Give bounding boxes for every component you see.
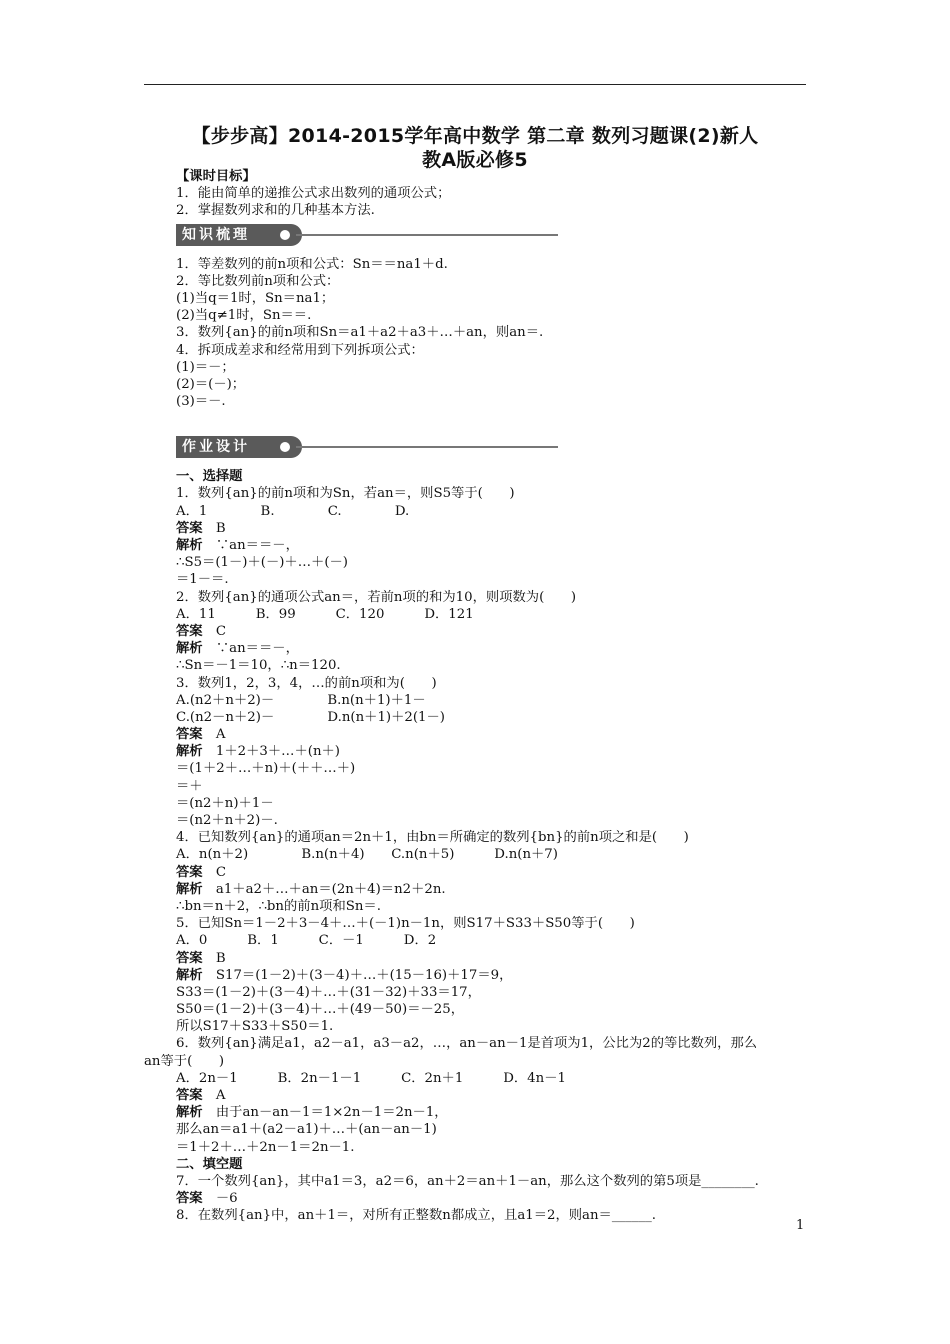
knowledge-line: (3)＝－. <box>176 394 226 410</box>
section-banner-knowledge <box>176 222 816 250</box>
goals-heading: 【课时目标】 <box>176 169 256 184</box>
title-line-2: 教A版必修5 <box>422 149 528 171</box>
document-body <box>144 168 816 1225</box>
line-heading: 解析 <box>176 538 203 553</box>
answer-line <box>176 623 816 640</box>
question-line: 1．数列{an}的前n项和为Sn，若an＝，则S5等于( ) <box>176 486 515 502</box>
line-heading: 解析 <box>176 967 203 983</box>
line-heading: 解析 <box>176 744 203 760</box>
line-heading: 答案 <box>176 520 203 536</box>
question-line: ＝1＋2＋…＋2n－1＝2n－1. <box>176 1139 355 1155</box>
question-line: 那么an＝a1＋(a2－a1)＋…＋(an－an－1) <box>176 1122 437 1138</box>
question-line: ＝1－＝. <box>176 572 229 588</box>
line-heading: 解析 <box>176 1105 203 1121</box>
question-line: 7．一个数列{an}，其中a1＝3，a2＝6，an＋2＝an＋1－an，那么这个数列的第5项是________. <box>176 1173 759 1189</box>
question-line: S33＝(1－2)＋(3－4)＋…＋(31－32)＋33＝17， <box>176 984 481 1000</box>
question-line: 8．在数列{an}中，an＋1＝，对所有正整数n都成立，且a1＝2，则an＝______. <box>176 1208 656 1224</box>
line-text: S17＝(1－2)＋(3－4)＋…＋(15－16)＋17＝9， <box>202 967 513 983</box>
line-text: 由于an－an－1＝1×2n－1＝2n－1， <box>202 1105 448 1121</box>
header-rule <box>144 84 806 85</box>
knowledge-line: (2)＝(－)； <box>176 376 246 392</box>
line-text: C <box>202 623 227 639</box>
analysis-line <box>176 967 816 984</box>
question-line: C.(n2－n＋2)－ D.n(n＋1)＋2(1－) <box>176 709 445 725</box>
knowledge-line: (1)＝－； <box>176 359 235 375</box>
question-line: A．2n－1 B．2n－1－1 C．2n＋1 D．4n－1 <box>176 1070 566 1086</box>
question-line: an等于( ) <box>144 1053 225 1069</box>
line-text: B <box>202 950 226 966</box>
page-number: 1 <box>796 1218 805 1233</box>
analysis-line <box>176 1104 816 1121</box>
line-text: A <box>202 727 226 743</box>
document-title <box>144 124 806 172</box>
question-line: 2．数列{an}的通项公式an＝，若前n项的和为10，则项数为( ) <box>176 589 577 605</box>
question-line: ∴S5＝(1－)＋(－)＋…＋(－) <box>176 555 348 571</box>
line-heading: 答案 <box>176 950 203 966</box>
line-heading: 解析 <box>176 641 203 657</box>
question-line: 4．已知数列{an}的通项an＝2n＋1，由bn＝所确定的数列{bn}的前n项之和是( ) <box>176 830 689 846</box>
analysis-line <box>176 881 816 898</box>
answer-line <box>176 520 816 537</box>
knowledge-line: (1)当q＝1时，Sn＝na1； <box>176 290 335 306</box>
analysis-line <box>176 537 816 554</box>
question-line: ＝(n2＋n＋2)－. <box>176 813 278 828</box>
line-heading: 答案 <box>176 1088 203 1103</box>
knowledge-line: (2)当q≠1时，Sn＝＝. <box>176 308 312 324</box>
knowledge-line: 3．数列{an}的前n项和Sn＝a1＋a2＋a3＋…＋an，则an＝. <box>176 325 544 341</box>
banner-rule <box>296 234 558 236</box>
line-text: 1＋2＋3＋…＋(n＋) <box>202 744 340 760</box>
line-text: B <box>202 520 226 536</box>
knowledge-line: 4．拆项成差求和经常用到下列拆项公式： <box>176 342 424 358</box>
homework-list <box>144 468 816 1224</box>
analysis-line <box>176 640 816 657</box>
question-line: 二、填空题 <box>176 1156 243 1172</box>
line-text: A <box>202 1088 226 1103</box>
answer-line <box>176 864 816 881</box>
line-text: a1＋a2＋…＋an＝(2n＋4)＝n2＋2n. <box>202 881 446 897</box>
question-line: 6．数列{an}满足a1，a2－a1，a3－a2，…，an－an－1是首项为1，公比为2的等比数列，那么 <box>176 1036 758 1052</box>
question-line: S50＝(1－2)＋(3－4)＋…＋(49－50)＝－25， <box>176 1002 465 1018</box>
question-line: ∴bn＝n＋2，∴bn的前n项和Sn＝. <box>176 898 381 914</box>
question-line: A．n(n＋2) B.n(n＋4) C.n(n＋5) D.n(n＋7) <box>176 847 558 863</box>
line-heading: 答案 <box>176 623 203 639</box>
question-line: A．11 B．99 C．120 D．121 <box>176 606 474 622</box>
question-line: ＝(1＋2＋…＋n)＋(＋＋…＋) <box>176 761 356 777</box>
banner-label: 知识梳理 <box>176 224 302 246</box>
goal-item: 1．能由简单的递推公式求出数列的通项公式； <box>176 186 451 202</box>
question-line: A．1 B. C. D. <box>176 503 410 519</box>
answer-line <box>176 950 816 967</box>
question-line: 5．已知Sn＝1－2＋3－4＋…＋(－1)n－1n，则S17＋S33＋S50等于( ) <box>176 916 635 932</box>
banner-label: 作业设计 <box>176 436 302 458</box>
question-line: A.(n2＋n＋2)－ B.n(n＋1)＋1－ <box>176 692 426 708</box>
line-heading: 答案 <box>176 864 203 880</box>
line-heading: 答案 <box>176 727 203 743</box>
line-heading: 解析 <box>176 881 203 897</box>
line-text: C <box>202 864 227 880</box>
goal-item: 2．掌握数列求和的几种基本方法. <box>176 203 375 219</box>
question-line: ∴Sn＝－1＝10，∴n＝120. <box>176 658 341 674</box>
line-text: ∵an＝＝－， <box>202 641 299 657</box>
banner-rule <box>296 446 558 448</box>
question-line: ＝＋ <box>176 778 203 794</box>
question-line: 一、选择题 <box>176 469 243 485</box>
knowledge-list <box>176 256 816 411</box>
line-text: ∵an＝＝－， <box>202 538 299 553</box>
knowledge-line: 1．等差数列的前n项和公式：Sn＝＝na1＋d. <box>176 256 448 272</box>
question-line: A．0 B．1 C．－1 D．2 <box>176 933 437 949</box>
line-heading: 答案 <box>176 1191 203 1207</box>
banner-dot-icon <box>280 230 290 240</box>
answer-line <box>176 1190 816 1207</box>
question-line: ＝(n2＋n)＋1－ <box>176 795 274 811</box>
line-text: －6 <box>202 1191 238 1207</box>
answer-line <box>176 726 816 743</box>
title-line-1: 【步步高】2014-2015学年高中数学 第二章 数列习题课(2)新人 <box>191 125 759 147</box>
section-banner-homework <box>176 434 816 462</box>
knowledge-line: 2．等比数列前n项和公式： <box>176 273 340 289</box>
question-line: 3．数列1，2，3，4，…的前n项和为( ) <box>176 675 437 691</box>
question-line: 所以S17＋S33＋S50＝1. <box>176 1019 334 1035</box>
answer-line <box>176 1087 816 1104</box>
analysis-line <box>176 743 816 760</box>
